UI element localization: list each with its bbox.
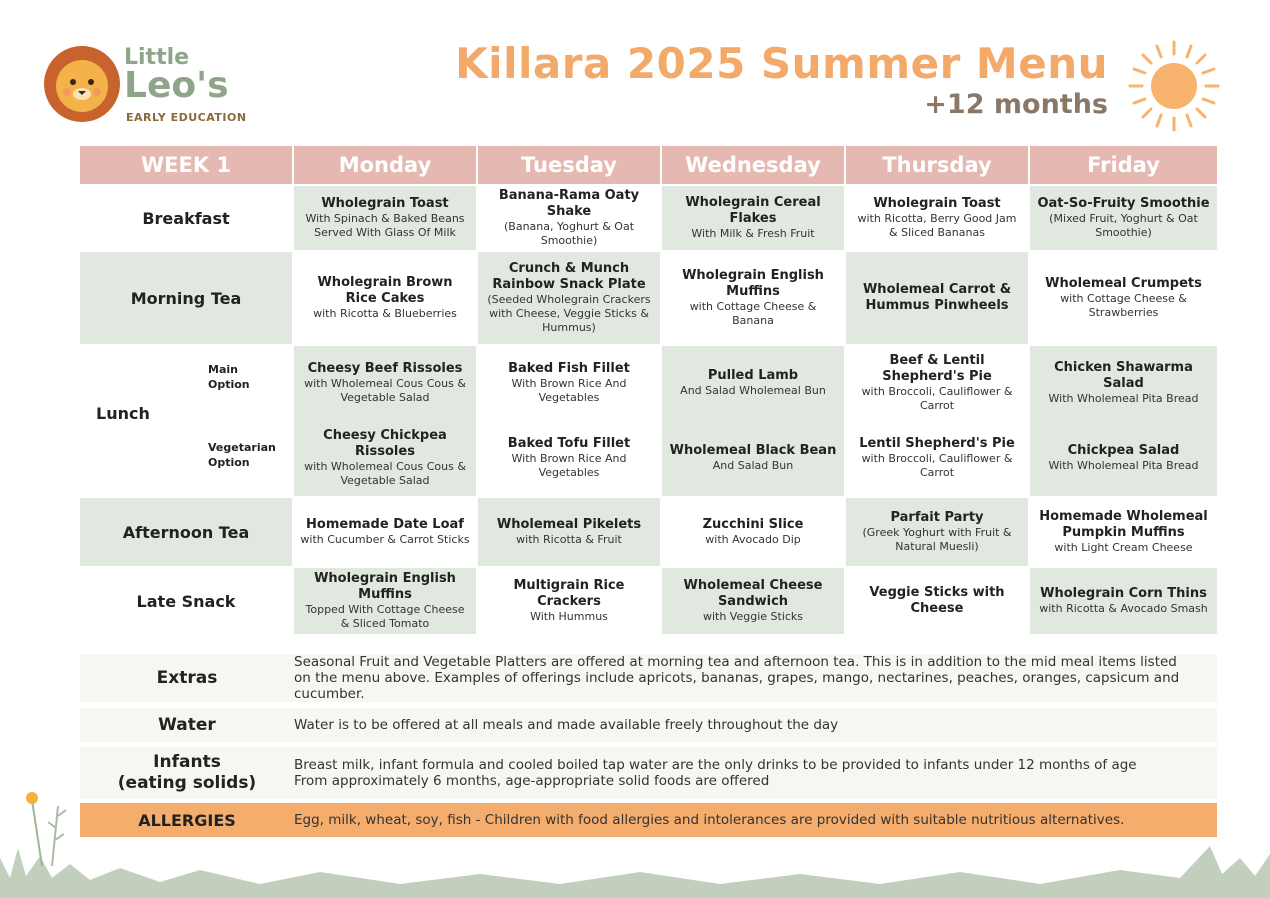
meal-desc: With Wholemeal Pita Bread [1048,459,1199,472]
meal-desc: With Hummus [530,610,608,623]
meal-desc: with Wholemeal Cous Cous & Vegetable Salad [304,377,466,404]
table-row-afternoon-tea [80,496,1217,566]
menu-cell [294,344,478,420]
water-row [80,708,1217,742]
header-thursday: Thursday [846,146,1030,184]
meal-desc: Topped With Cottage Cheese & Sliced Tomato [305,603,465,630]
meal-desc: With Spinach & Baked Beans Served With Glass Of Milk [305,212,465,239]
menu-cell [294,250,478,344]
extras-label: Extras [156,667,218,688]
menu-cell [662,250,846,344]
extras-row [80,654,1217,702]
lunch-label: Lunch [96,404,150,423]
meal-name: Parfait Party [890,510,984,525]
meal-desc: with Light Cream Cheese [1054,541,1193,554]
table-row-breakfast [80,184,1217,250]
infants-label [80,747,294,799]
menu-cell [478,566,662,634]
meal-name: Wholemeal Crumpets [1045,276,1202,291]
logo-line3: EARLY EDUCATION [126,111,247,124]
meal-name: Cheesy Beef Rissoles [307,361,463,376]
water-label: Water [158,714,216,735]
meal-name: Wholegrain Toast [321,196,449,211]
infants-row [80,747,1217,799]
meal-desc: With Brown Rice And Vegetables [511,377,627,404]
header-monday: Monday [294,146,478,184]
grass-icon [0,828,1270,898]
meal-desc: with Cottage Cheese & Strawberries [1060,292,1187,319]
page-subtitle: +12 months [924,89,1108,120]
table-row-late-snack [80,566,1217,634]
menu-cell [478,184,662,250]
meal-name: Wholemeal Black Bean [669,443,837,458]
table-row-morning-tea [80,250,1217,344]
menu-cell [846,566,1030,634]
menu-cell [1030,420,1217,496]
meal-name: Chicken Shawarma Salad [1054,360,1193,391]
meal-name: Wholegrain Toast [873,196,1001,211]
menu-cell [662,184,846,250]
main-option-label: Main Option [208,363,250,391]
meal-desc: with Ricotta & Avocado Smash [1039,602,1208,615]
menu-cell [662,420,846,496]
row-label-morning-tea: Morning Tea [80,250,294,344]
menu-title-block [455,38,1108,120]
menu-cell [1030,250,1217,344]
extras-text: Seasonal Fruit and Vegetable Platters are offered at morning tea and afternoon tea. This is in addition to the mid meal items listed on the menu above. Examples of offerings include apricots, bananas, grapes, mango, nectarines, peaches, oranges, capsicum and cucumber. [294,654,1180,702]
meal-name: Wholegrain English Muffins [314,571,456,602]
meal-desc: With Wholemeal Pita Bread [1048,392,1199,405]
row-label-lunch [80,344,294,496]
meal-desc: (Banana, Yoghurt & Oat Smoothie) [503,220,635,247]
meal-desc: with Broccoli, Cauliflower & Carrot [861,385,1013,412]
meal-desc: with Broccoli, Cauliflower & Carrot [861,452,1013,479]
allergies-row [80,803,1217,837]
meal-name: Chickpea Salad [1067,443,1180,458]
menu-cell [846,496,1030,566]
menu-cell [478,496,662,566]
menu-cell [846,250,1030,344]
meal-desc: (Greek Yoghurt with Fruit & Natural Muesli) [862,526,1012,553]
menu-cell [294,566,478,634]
meal-name: Baked Fish Fillet [508,361,630,376]
meal-name: Cheesy Chickpea Rissoles [323,428,447,459]
brand-logo [42,44,252,128]
meal-name: Wholemeal Carrot & Hummus Pinwheels [862,282,1012,313]
meal-name: Wholegrain Cereal Flakes [685,195,821,226]
meal-name: Banana-Rama Oaty Shake [498,188,640,219]
menu-cell [1030,184,1217,250]
meal-name: Wholegrain Corn Thins [1040,586,1207,601]
meal-desc: with Cucumber & Carrot Sticks [300,533,470,546]
header-week: WEEK 1 [80,146,294,184]
row-label-afternoon-tea: Afternoon Tea [80,496,294,566]
meal-name: Baked Tofu Fillet [507,436,631,451]
meal-desc: (Mixed Fruit, Yoghurt & Oat Smoothie) [1049,212,1198,239]
menu-cell [478,420,662,496]
sun-icon [1126,38,1222,134]
allergies-text: Egg, milk, wheat, soy, fish - Children with food allergies and intolerances are provided with suitable nutritious alternatives. [294,812,1125,828]
vegetarian-option-label: Vegetarian Option [208,441,276,469]
menu-cell [846,344,1030,420]
allergies-label: ALLERGIES [138,810,236,830]
menu-cell [662,496,846,566]
menu-cell [1030,566,1217,634]
meal-name: Oat-So-Fruity Smoothie [1037,196,1210,211]
menu-cell [1030,496,1217,566]
menu-cell [478,250,662,344]
table-row-lunch-main [80,344,1217,420]
meal-desc: (Seeded Wholegrain Crackers with Cheese, Veggie Sticks & Hummus) [487,293,651,334]
meal-desc: with Ricotta & Blueberries [313,307,457,320]
meal-name: Veggie Sticks with Cheese [869,585,1005,616]
menu-cell [846,184,1030,250]
header-tuesday: Tuesday [478,146,662,184]
meal-name: Zucchini Slice [702,517,804,532]
meal-name: Wholegrain English Muffins [682,268,824,299]
meal-desc: with Veggie Sticks [702,610,804,623]
menu-cell [294,184,478,250]
menu-cell [478,344,662,420]
weekly-menu-table [80,146,1217,634]
header-friday: Friday [1030,146,1217,184]
menu-cell [294,496,478,566]
meal-name: Pulled Lamb [707,368,799,383]
meal-name: Homemade Date Loaf [306,517,464,532]
meal-desc: With Brown Rice And Vegetables [511,452,627,479]
meal-desc: with Ricotta & Fruit [516,533,622,546]
meal-name: Beef & Lentil Shepherd's Pie [882,353,992,384]
menu-cell [1030,344,1217,420]
menu-cell [662,566,846,634]
meal-desc: with Ricotta, Berry Good Jam & Sliced Bananas [857,212,1017,239]
meal-desc: with Cottage Cheese & Banana [689,300,817,327]
meal-desc: with Avocado Dip [705,533,801,546]
menu-cell [846,420,1030,496]
logo-line1: Little [124,45,190,70]
infants-label-line1: Infants [153,752,221,772]
menu-cell [662,344,846,420]
logo-line2: Leo's [124,65,229,106]
meal-name: Multigrain Rice Crackers [513,578,625,609]
row-label-breakfast: Breakfast [80,184,294,250]
water-text: Water is to be offered at all meals and made available freely throughout the day [294,717,839,733]
meal-name: Crunch & Munch Rainbow Snack Plate [492,261,646,292]
menu-cell [294,420,478,496]
table-header-row [80,146,1217,184]
meal-name: Wholemeal Pikelets [496,517,642,532]
meal-desc: And Salad Wholemeal Bun [680,384,826,397]
infants-text-line1: Breast milk, infant formula and cooled boiled tap water are the only drinks to be provided to infants under 12 months of age [294,757,1137,773]
meal-name: Homemade Wholemeal Pumpkin Muffins [1039,509,1208,540]
infants-text-line2: From approximately 6 months, age-appropriate solid foods are offered [294,773,770,789]
meal-desc: With Milk & Fresh Fruit [691,227,815,240]
flower-icon [18,786,78,866]
meal-name: Wholemeal Cheese Sandwich [683,578,823,609]
meal-name: Lentil Shepherd's Pie [859,436,1015,451]
meal-name: Wholegrain Brown Rice Cakes [317,275,453,306]
row-label-late-snack: Late Snack [80,566,294,634]
meal-desc: And Salad Bun [712,459,794,472]
meal-desc: with Wholemeal Cous Cous & Vegetable Salad [304,460,466,487]
infants-label-line2: (eating solids) [117,773,257,793]
page-title: Killara 2025 Summer Menu [455,39,1108,88]
header-wednesday: Wednesday [662,146,846,184]
